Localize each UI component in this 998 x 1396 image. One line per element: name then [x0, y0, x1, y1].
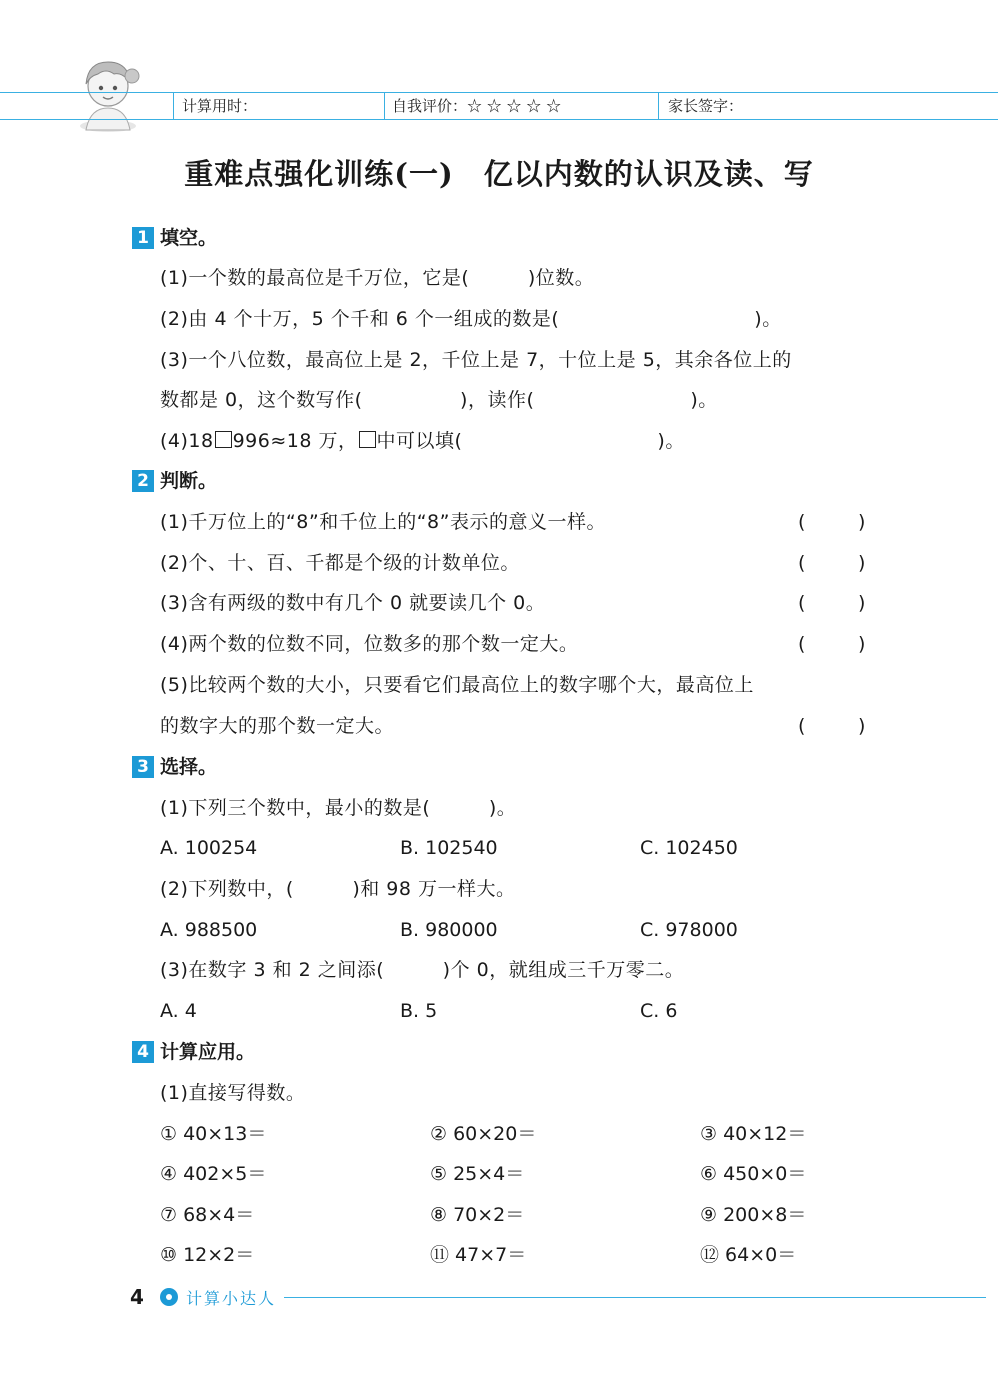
- choice-q2-option-b: B. 980000: [400, 919, 498, 941]
- blank-square-icon: [359, 431, 376, 448]
- choice-q3-option-b: B. 5: [400, 1000, 438, 1022]
- answer-paren-open: (: [798, 633, 806, 655]
- page-title: 重难点强化训练(一) 亿以内数的认识及读、写: [184, 157, 814, 191]
- fill-q4: (4)18 996≈18 万， 中可以填( )。: [160, 430, 685, 452]
- choice-q3: (3)在数字 3 和 2 之间添( )个 0，就组成三千万零二。: [160, 959, 685, 981]
- parent-signature-label: 家长签字：: [668, 97, 744, 115]
- choice-q3-option-c: C. 6: [640, 1000, 678, 1022]
- calc-item: ⑫ 64×0＝: [700, 1244, 797, 1266]
- page-number: 4: [130, 1285, 144, 1309]
- section-4-heading: 4 计算应用。: [132, 1040, 255, 1064]
- judge-q5-line2: 的数字大的那个数一定大。: [160, 715, 395, 737]
- circle-bullet-icon: [160, 1288, 178, 1306]
- header-bar: [0, 92, 998, 120]
- answer-paren-close: ): [858, 552, 866, 574]
- choice-q1-option-c: C. 102450: [640, 837, 738, 859]
- choice-q3-option-a: A. 4: [160, 1000, 197, 1022]
- fill-q1: (1)一个数的最高位是千万位，它是( )位数。: [160, 267, 595, 289]
- fill-q3-line1: (3)一个八位数，最高位上是 2，千位上是 7，十位上是 5，其余各位上的: [160, 349, 792, 371]
- calc-item: ⑧ 70×2＝: [430, 1204, 525, 1226]
- choice-q1-option-a: A. 100254: [160, 837, 258, 859]
- calc-item: ⑨ 200×8＝: [700, 1204, 807, 1226]
- judge-q3: (3)含有两级的数中有几个 0 就要读几个 0。: [160, 592, 546, 614]
- choice-q2-option-a: A. 988500: [160, 919, 258, 941]
- answer-paren-open: (: [798, 552, 806, 574]
- calc-item: ⑥ 450×0＝: [700, 1163, 807, 1185]
- answer-paren-close: ): [858, 715, 866, 737]
- choice-q2: (2)下列数中，( )和 98 万一样大。: [160, 878, 516, 900]
- judge-q4: (4)两个数的位数不同，位数多的那个数一定大。: [160, 633, 579, 655]
- answer-paren-open: (: [798, 511, 806, 533]
- answer-paren-open: (: [798, 592, 806, 614]
- answer-paren-close: ): [858, 633, 866, 655]
- calc-subheading: (1)直接写得数。: [160, 1082, 306, 1104]
- answer-paren-open: (: [798, 715, 806, 737]
- calc-item: ⑩ 12×2＝: [160, 1244, 255, 1266]
- section-3-heading: 3 选择。: [132, 755, 217, 779]
- self-evaluation-label: 自我评价：☆ ☆ ☆ ☆ ☆: [392, 97, 562, 115]
- fill-q3-line2: 数都是 0，这个数写作( )，读作( )。: [160, 389, 718, 411]
- calc-item: ③ 40×12＝: [700, 1123, 807, 1145]
- calc-time-label: 计算用时：: [182, 97, 258, 115]
- section-1-heading: 1 填空。: [132, 226, 217, 250]
- judge-q5-line1: (5)比较两个数的大小，只要看它们最高位上的数字哪个大，最高位上: [160, 674, 754, 696]
- section-number-badge: 2: [132, 470, 154, 492]
- judge-q2: (2)个、十、百、千都是个级的计数单位。: [160, 552, 520, 574]
- judge-q1: (1)千万位上的“8”和千位上的“8”表示的意义一样。: [160, 511, 606, 533]
- calc-item: ④ 402×5＝: [160, 1163, 267, 1185]
- footer-divider: [284, 1297, 986, 1298]
- answer-paren-close: ): [858, 592, 866, 614]
- calc-item: ⑦ 68×4＝: [160, 1204, 255, 1226]
- calc-item: ② 60×20＝: [430, 1123, 537, 1145]
- calc-item: ① 40×13＝: [160, 1123, 267, 1145]
- section-number-badge: 4: [132, 1041, 154, 1063]
- calc-item: ⑪ 47×7＝: [430, 1244, 527, 1266]
- choice-q2-option-c: C. 978000: [640, 919, 738, 941]
- section-2-heading: 2 判断。: [132, 469, 217, 493]
- answer-paren-close: ): [858, 511, 866, 533]
- blank-square-icon: [215, 431, 232, 448]
- choice-q1-option-b: B. 102540: [400, 837, 498, 859]
- choice-q1: (1)下列三个数中，最小的数是( )。: [160, 797, 517, 819]
- calc-item: ⑤ 25×4＝: [430, 1163, 525, 1185]
- fill-q2: (2)由 4 个十万，5 个千和 6 个一组成的数是( )。: [160, 308, 782, 330]
- section-number-badge: 1: [132, 227, 154, 249]
- footer-series-title: 计算小达人: [186, 1289, 277, 1308]
- section-number-badge: 3: [132, 756, 154, 778]
